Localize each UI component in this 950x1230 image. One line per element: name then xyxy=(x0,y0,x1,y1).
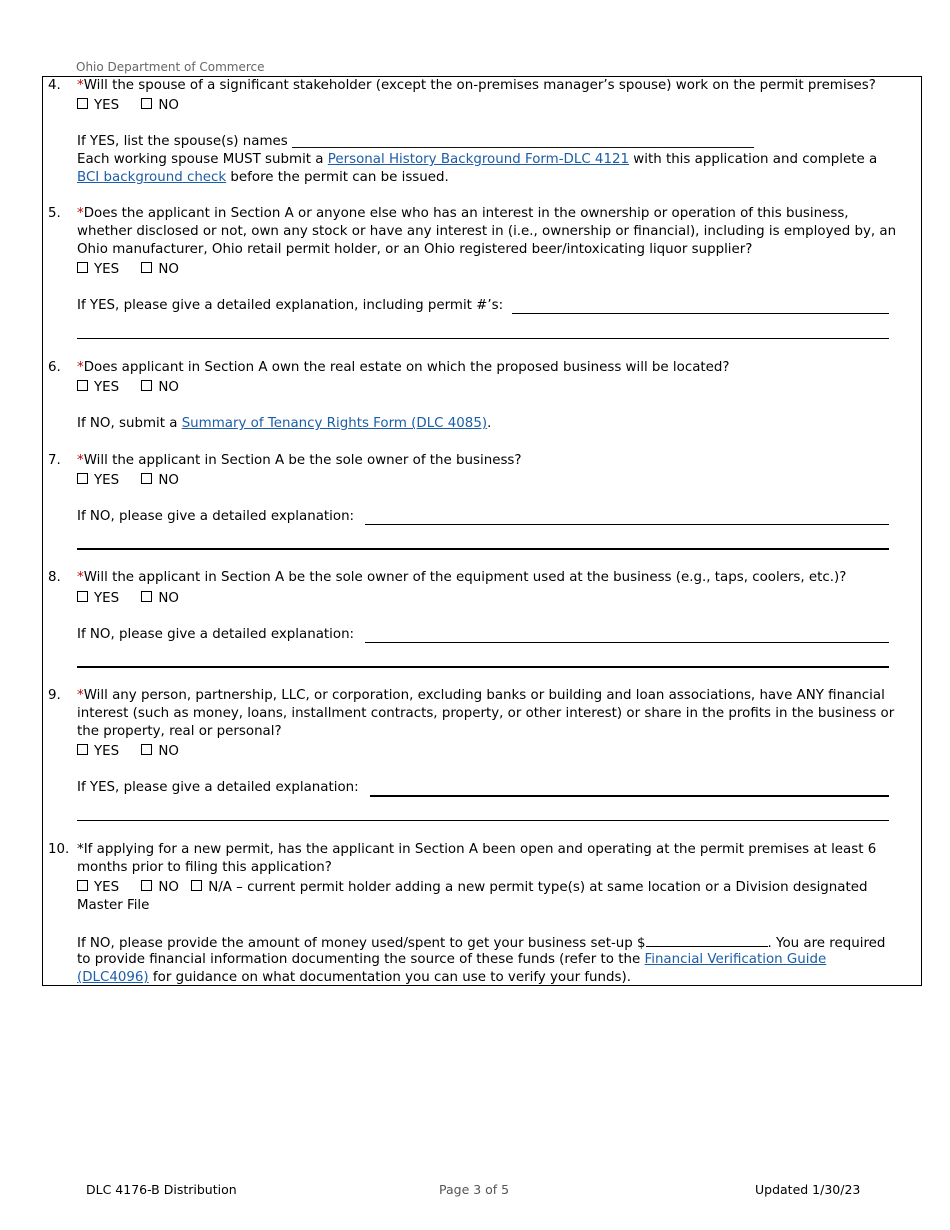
no-label: NO xyxy=(158,262,179,277)
q7-text: Will the applicant in Section A be the sole owner of the business? xyxy=(83,453,522,468)
q4-followup[interactable]: If YES, list the spouse(s) names _____________________________________________________________________ xyxy=(77,134,754,149)
q5-yes-option[interactable] xyxy=(77,262,119,277)
q8-yes-option[interactable] xyxy=(77,591,119,606)
q10-followup-line1 xyxy=(77,934,885,951)
q10-text: If applying for a new permit, has the applicant in Section A been open and operating at the permit premises at least 6 xyxy=(83,842,877,857)
checkbox-icon[interactable] xyxy=(141,98,152,109)
q10-no-option[interactable] xyxy=(141,880,179,895)
q4-number: 4. xyxy=(48,78,61,93)
q9-explanation-field[interactable] xyxy=(370,795,889,797)
page-number: Page 3 of 5 xyxy=(439,1182,510,1197)
q5-followup: If YES, please give a detailed explanation, including permit #’s: xyxy=(77,298,504,313)
no-label: NO xyxy=(158,473,179,488)
q7-options xyxy=(77,473,197,488)
q4-question xyxy=(77,78,876,93)
q6-text: Does applicant in Section A own the real estate on which the proposed business will be located? xyxy=(83,360,730,375)
q7-yes-option[interactable] xyxy=(77,473,119,488)
q10-required-mark: * xyxy=(77,842,84,857)
q4-text: Will the spouse of a significant stakeholder (except the on-premises manager’s spouse) work on the permit premises? xyxy=(83,78,876,93)
yes-label: YES xyxy=(94,98,120,113)
q7-explanation-field[interactable] xyxy=(365,524,889,525)
dlc4096-link[interactable]: (DLC4096) xyxy=(77,970,149,985)
q4-required-mark: * xyxy=(77,78,84,93)
q5-number: 5. xyxy=(48,206,61,221)
no-label: NO xyxy=(158,591,179,606)
q5-required-mark: * xyxy=(77,206,84,221)
q6-period: . xyxy=(487,416,492,431)
setup-amount-field[interactable] xyxy=(646,934,768,947)
no-label: NO xyxy=(158,880,179,895)
q10-na-option[interactable] xyxy=(191,880,867,895)
q9-question-line3: the property, real or personal? xyxy=(77,724,282,739)
q6-number: 6. xyxy=(48,360,61,375)
q9-followup: If YES, please give a detailed explanation: xyxy=(77,780,359,795)
department-header: Ohio Department of Commerce xyxy=(76,60,265,74)
bci-background-check-link[interactable]: BCI background check xyxy=(77,170,227,185)
q7-no-option[interactable] xyxy=(141,473,179,488)
checkbox-icon[interactable] xyxy=(77,744,88,755)
checkbox-icon[interactable] xyxy=(77,380,88,391)
q6-instruction xyxy=(77,416,491,431)
checkbox-icon[interactable] xyxy=(141,591,152,602)
q9-no-option[interactable] xyxy=(141,744,179,759)
q8-required-mark: * xyxy=(77,570,84,585)
yes-label: YES xyxy=(94,744,120,759)
q7-required-mark: * xyxy=(77,453,84,468)
q8-text: Will the applicant in Section A be the sole owner of the equipment used at the business (e.g., taps, coolers, etc.)? xyxy=(83,570,847,585)
checkbox-icon[interactable] xyxy=(77,98,88,109)
q10-followup-text4: for guidance on what documentation you can use to verify your funds). xyxy=(148,970,631,985)
q4-instruction-line1 xyxy=(77,152,877,167)
q7-explanation-field-2[interactable] xyxy=(77,548,889,550)
checkbox-icon[interactable] xyxy=(141,262,152,273)
personal-history-form-link[interactable]: Personal History Background Form-DLC 4121 xyxy=(327,152,630,167)
q8-question xyxy=(77,570,846,585)
q9-required-mark: * xyxy=(77,688,84,703)
q7-number: 7. xyxy=(48,453,61,468)
q9-question-line2: interest (such as money, loans, installment contracts, property, or other interest) or share in the profits in the business or xyxy=(77,706,895,721)
q7-followup: If NO, please give a detailed explanation: xyxy=(77,509,355,524)
q5-text: Does the applicant in Section A or anyone else who has an interest in the ownership or operation of this business, xyxy=(83,206,849,221)
q4-options xyxy=(77,98,197,113)
q4-instruction-text: Each working spouse MUST submit a xyxy=(77,152,328,167)
no-label: NO xyxy=(158,380,179,395)
yes-label: YES xyxy=(94,880,120,895)
yes-label: YES xyxy=(94,473,120,488)
q10-number: 10. xyxy=(48,842,70,857)
checkbox-icon[interactable] xyxy=(141,744,152,755)
q9-options xyxy=(77,744,197,759)
q5-question-line3: Ohio manufacturer, Ohio retail permit holder, or an Ohio registered beer/intoxicating liquor supplier? xyxy=(77,242,753,257)
no-label: NO xyxy=(158,98,179,113)
q6-options xyxy=(77,380,197,395)
checkbox-icon[interactable] xyxy=(77,880,88,891)
checkbox-icon[interactable] xyxy=(77,262,88,273)
q10-yes-option[interactable] xyxy=(77,880,119,895)
q5-question-line2: whether disclosed or not, own any stock or have any interest in (i.e., ownership or financial), including is employed by, an xyxy=(77,224,897,239)
q6-yes-option[interactable] xyxy=(77,380,119,395)
q5-options xyxy=(77,262,197,277)
q8-number: 8. xyxy=(48,570,61,585)
q7-question xyxy=(77,453,522,468)
q10-question-line1 xyxy=(77,842,876,857)
q5-no-option[interactable] xyxy=(141,262,179,277)
q9-text: Will any person, partnership, LLC, or corporation, excluding banks or building and loan associations, have ANY financial xyxy=(83,688,885,703)
q8-explanation-field-2[interactable] xyxy=(77,666,889,668)
q10-options xyxy=(77,880,885,895)
q8-no-option[interactable] xyxy=(141,591,179,606)
q10-question-line2: months prior to filing this application? xyxy=(77,860,332,875)
q5-explanation-field-2[interactable] xyxy=(77,338,889,339)
q6-question xyxy=(77,360,730,375)
q10-followup-text: If NO, please provide the amount of money used/spent to get your business set-up $ xyxy=(77,936,646,951)
checkbox-icon[interactable] xyxy=(191,880,202,891)
checkbox-icon[interactable] xyxy=(77,473,88,484)
na-label: N/A – current permit holder adding a new permit type(s) at same location or a Division designated xyxy=(208,880,868,895)
updated-date: Updated 1/30/23 xyxy=(755,1182,861,1197)
checkbox-icon[interactable] xyxy=(141,473,152,484)
q9-number: 9. xyxy=(48,688,61,703)
q8-explanation-field[interactable] xyxy=(365,642,889,643)
q9-yes-option[interactable] xyxy=(77,744,119,759)
checkbox-icon[interactable] xyxy=(77,591,88,602)
q10-followup-line2 xyxy=(77,952,826,967)
yes-label: YES xyxy=(94,380,120,395)
q8-options xyxy=(77,591,197,606)
q5-explanation-field[interactable] xyxy=(512,313,889,314)
q6-no-option[interactable] xyxy=(141,380,179,395)
q4-instruction-text2: with this application and complete a xyxy=(629,152,878,167)
q9-explanation-field-2[interactable] xyxy=(77,820,889,821)
q4-instruction-line2 xyxy=(77,170,449,185)
financial-verification-guide-link[interactable]: Financial Verification Guide xyxy=(644,952,827,967)
yes-label: YES xyxy=(94,591,120,606)
q5-question-line1 xyxy=(77,206,849,221)
q4-instruction-text3: before the permit can be issued. xyxy=(226,170,449,185)
q4-yes-option[interactable] xyxy=(77,98,119,113)
q4-no-option[interactable] xyxy=(141,98,179,113)
q10-na-continued: Master File xyxy=(77,898,150,913)
q10-followup-line3 xyxy=(77,970,631,985)
q9-question-line1 xyxy=(77,688,885,703)
q6-instruction-text: If NO, submit a xyxy=(77,416,182,431)
q8-followup: If NO, please give a detailed explanation: xyxy=(77,627,355,642)
no-label: NO xyxy=(158,744,179,759)
q10-followup-text3: to provide financial information documenting the source of these funds (refer to the xyxy=(77,952,645,967)
q10-followup-text2: . You are required xyxy=(767,936,886,951)
q6-required-mark: * xyxy=(77,360,84,375)
form-id: DLC 4176-B Distribution xyxy=(86,1182,237,1197)
checkbox-icon[interactable] xyxy=(141,380,152,391)
tenancy-rights-form-link[interactable]: Summary of Tenancy Rights Form (DLC 4085) xyxy=(181,416,488,431)
yes-label: YES xyxy=(94,262,120,277)
checkbox-icon[interactable] xyxy=(141,880,152,891)
